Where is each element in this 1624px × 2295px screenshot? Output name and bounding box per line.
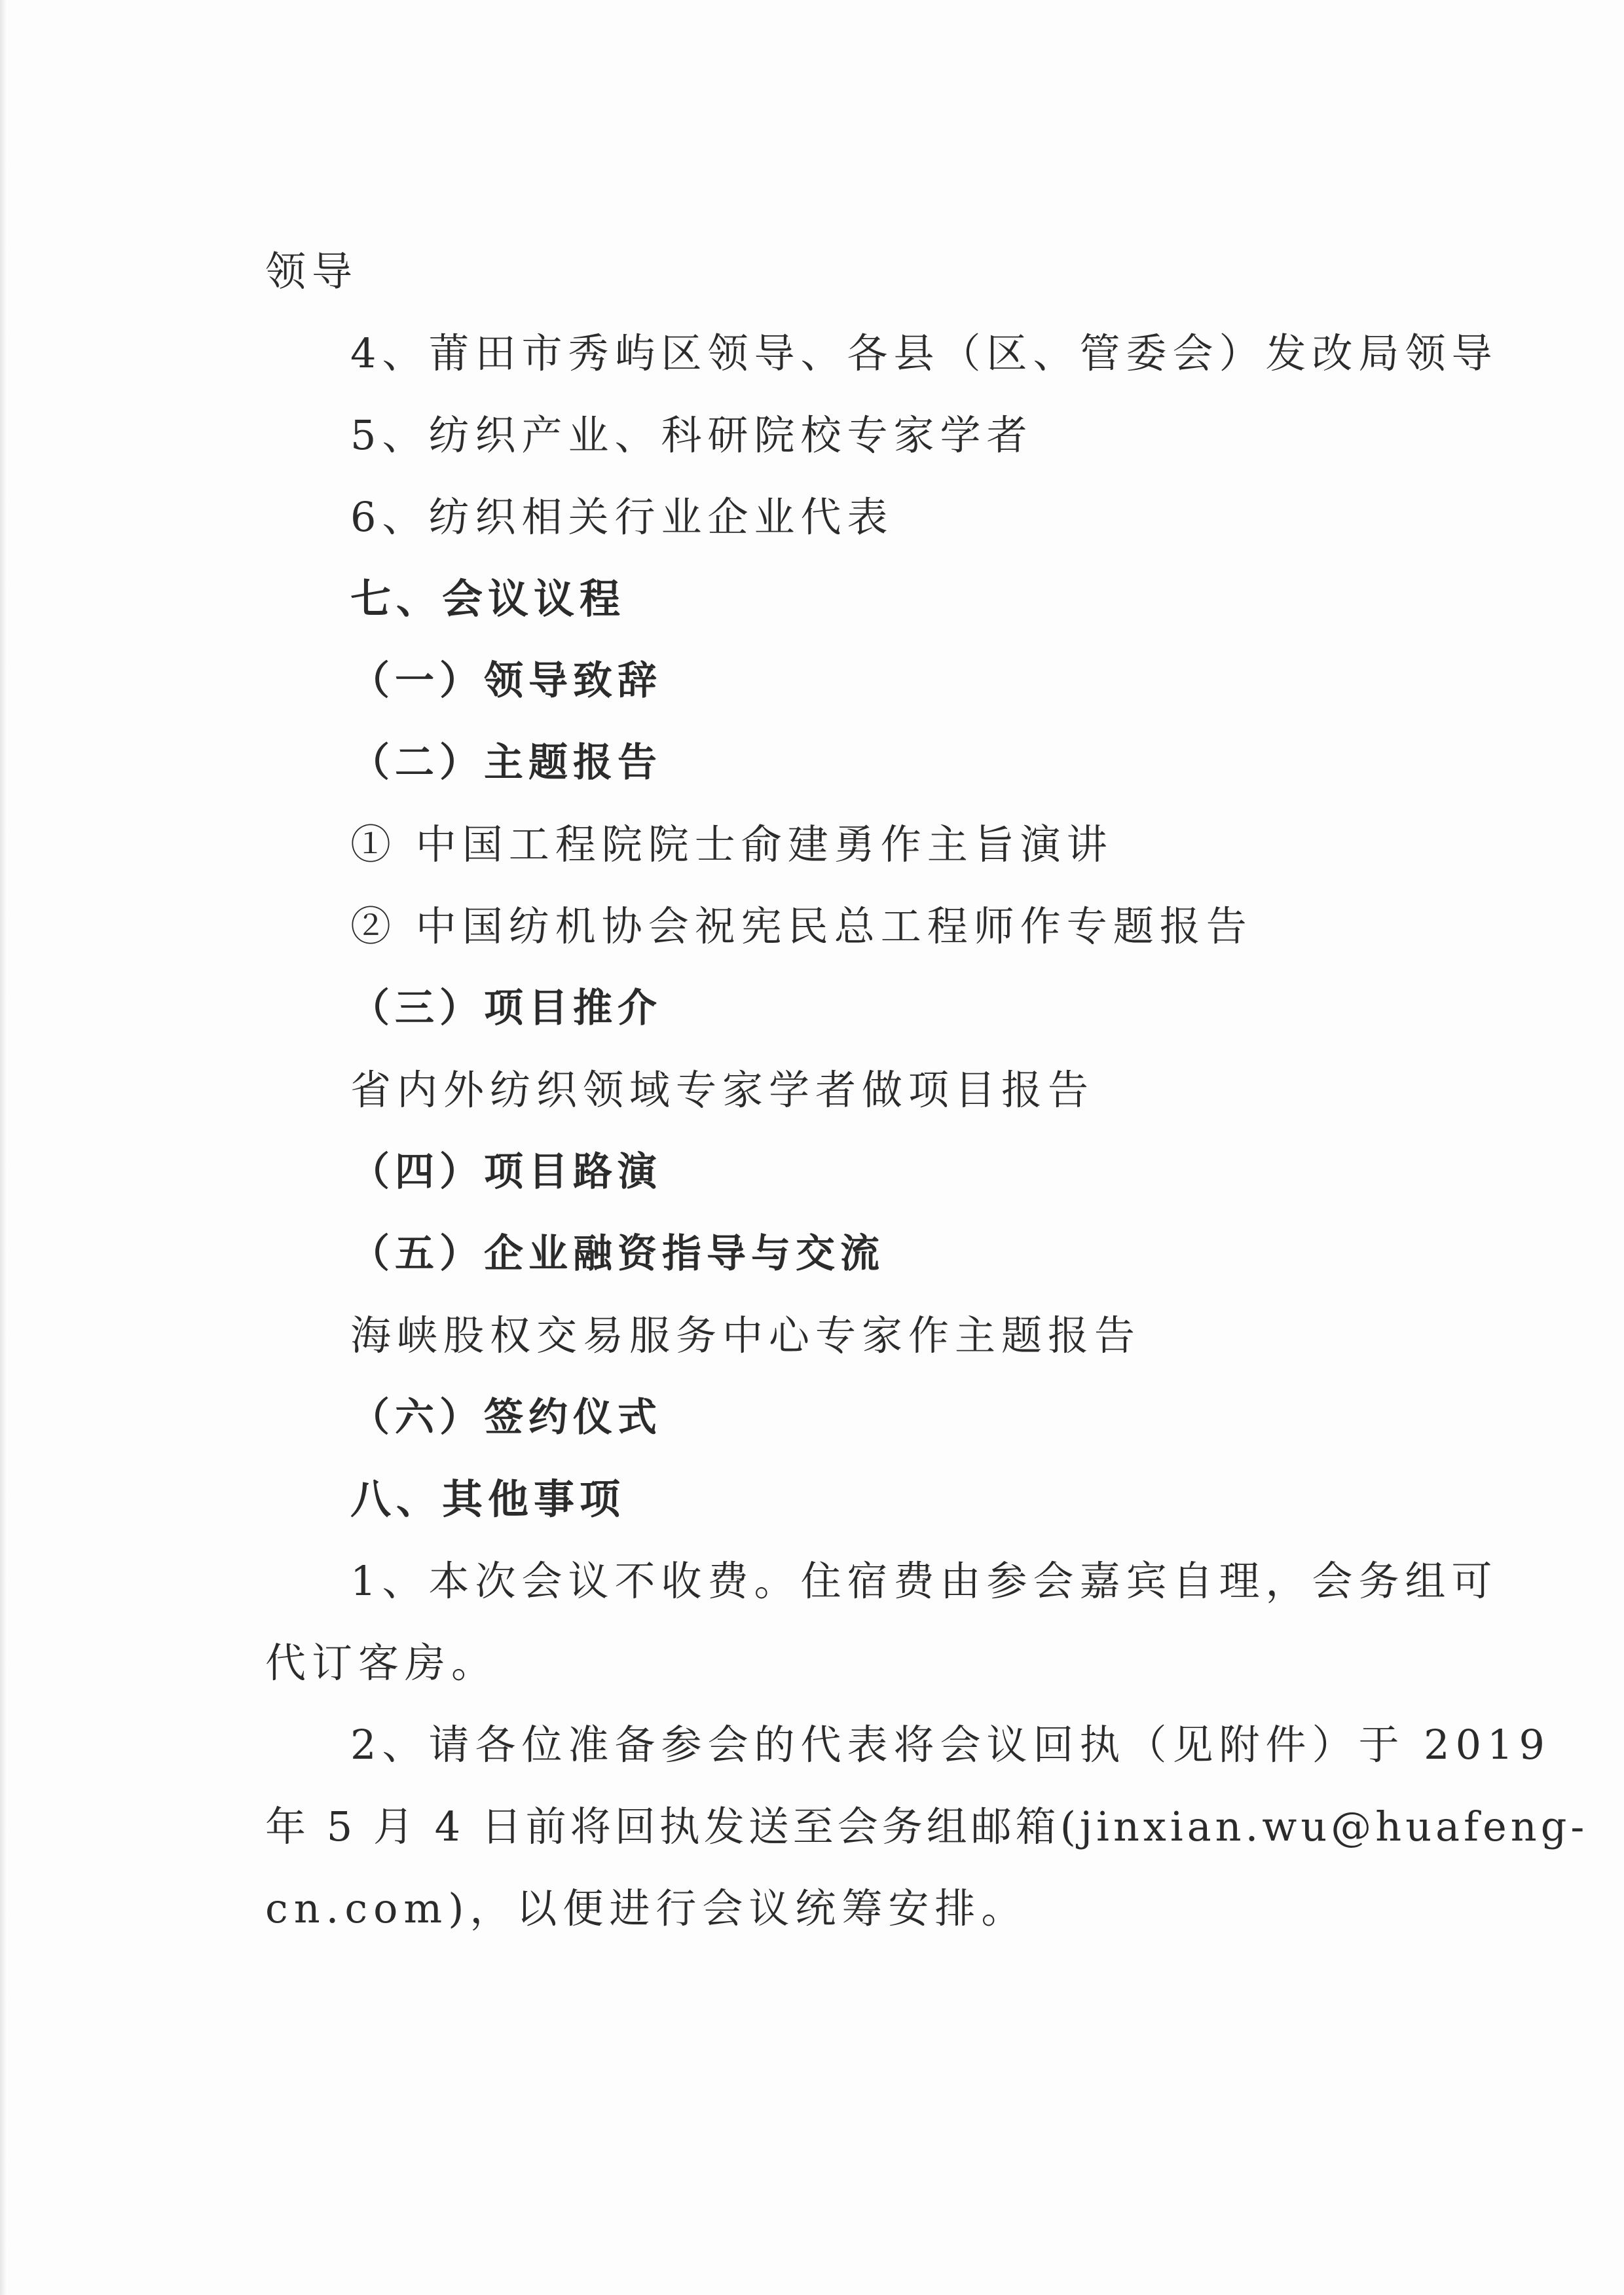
section-heading-agenda: 七、会议议程 [350,575,626,623]
agenda-item-5-detail: 海峡股权交易服务中心专家作主题报告 [350,1312,1141,1359]
other-matter-2-line-2: 年 5 月 4 日前将回执发送至会务组邮箱(jinxian.wu@huafeng- [265,1803,1589,1850]
agenda-item-3-heading: （三）项目推介 [350,985,662,1031]
attendee-item-6: 6、纺织相关行业企业代表 [350,493,894,541]
other-matter-1-line-2: 代订客房。 [265,1639,498,1687]
keynote-speech-1: ① 中国工程院院士俞建勇作主旨演讲 [350,820,1113,868]
agenda-item-3-detail: 省内外纺织领域专家学者做项目报告 [350,1066,1095,1114]
attendee-item-4: 4、莆田市秀屿区领导、各县（区、管委会）发改局领导 [350,329,1498,377]
continuation-text: 领导 [265,248,359,295]
agenda-item-5-heading: （五）企业融资指导与交流 [350,1231,885,1277]
other-matter-2-line-1: 2、请各位准备参会的代表将会议回执（见附件）于 2019 [350,1721,1551,1769]
agenda-item-1-heading: （一）领导致辞 [350,658,662,704]
agenda-item-6-heading: （六）签约仪式 [350,1395,662,1441]
other-matter-1-line-1: 1、本次会议不收费。住宿费由参会嘉宾自理，会务组可 [350,1557,1498,1605]
scan-edge-shadow [0,0,7,2295]
section-heading-other-matters: 八、其他事项 [350,1475,626,1523]
agenda-item-2-heading: （二）主题报告 [350,740,662,786]
attendee-item-5: 5、纺织产业、科研院校专家学者 [350,411,1033,459]
keynote-speech-2: ② 中国纺机协会祝宪民总工程师作专题报告 [350,902,1253,950]
other-matter-2-line-3: cn.com)，以便进行会议统筹安排。 [265,1884,1028,1932]
agenda-item-4-heading: （四）项目路演 [350,1149,662,1195]
